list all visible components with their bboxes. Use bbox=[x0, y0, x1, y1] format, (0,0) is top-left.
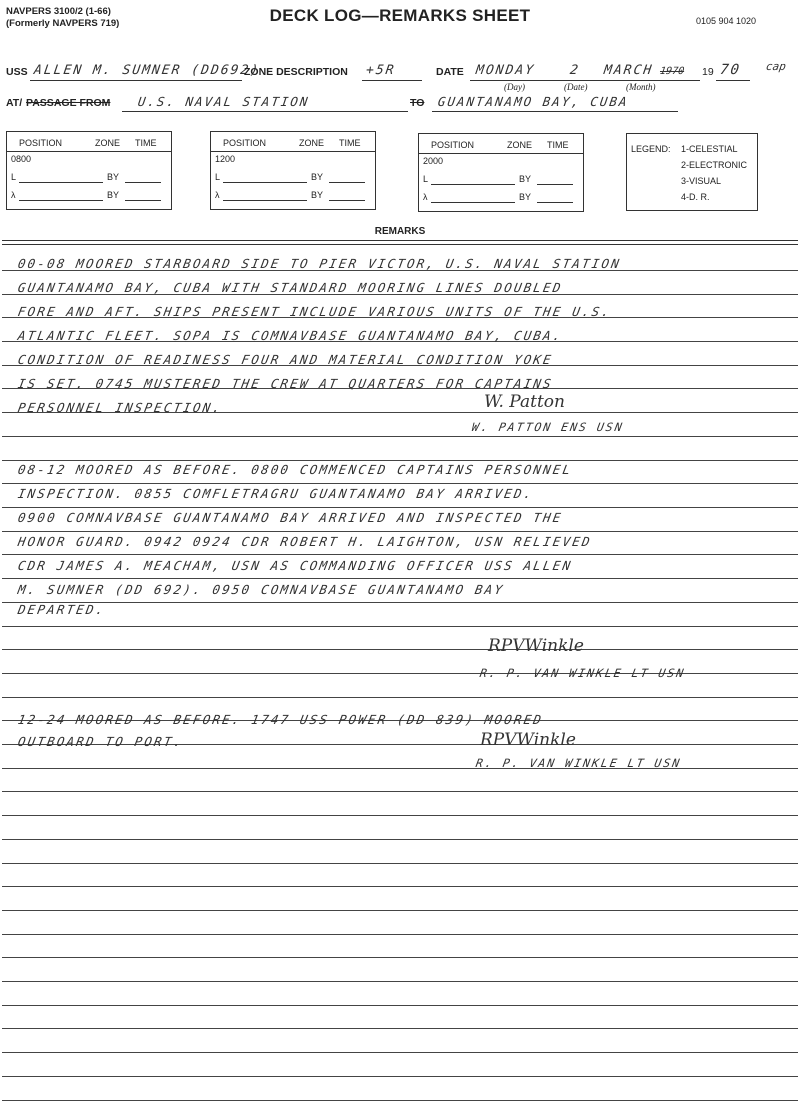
ruled-line bbox=[2, 578, 798, 579]
ruled-line bbox=[2, 697, 798, 698]
zone-label: ZONE DESCRIPTION bbox=[244, 66, 348, 78]
position-header: POSITION bbox=[431, 140, 475, 150]
ruled-line bbox=[2, 815, 798, 816]
signature: RPVWinkle bbox=[480, 730, 576, 750]
ruled-line bbox=[2, 1100, 798, 1101]
ruled-line bbox=[2, 886, 798, 887]
year-underline bbox=[716, 80, 750, 81]
remark-line: DEPARTED. bbox=[16, 602, 107, 617]
ruled-line bbox=[2, 649, 798, 650]
ruled-line bbox=[2, 602, 798, 603]
ruled-line bbox=[2, 1076, 798, 1077]
year-struck: 1970 bbox=[659, 66, 685, 77]
by-label: BY bbox=[519, 192, 532, 202]
remark-line: INSPECTION. 0855 COMFLETRAGRU GUANTANAMO BAY ARRIVED. bbox=[16, 486, 535, 501]
remark-line: 0900 COMNAVBASE GUANTANAMO BAY ARRIVED AND INSPECTED THE bbox=[16, 510, 564, 525]
remark-line: ATLANTIC FLEET. SOPA IS COMNAVBASE GUANTANAMO BAY, CUBA. bbox=[16, 328, 564, 343]
to-underline bbox=[432, 111, 678, 112]
legend-item: 3-VISUAL bbox=[681, 176, 722, 186]
uss-underline bbox=[30, 80, 242, 81]
ruled-line bbox=[2, 791, 798, 792]
lon-label: λ bbox=[423, 192, 428, 202]
signature: W. Patton bbox=[484, 392, 565, 412]
remark-line: PERSONNEL INSPECTION. bbox=[16, 400, 224, 415]
legend-item: 1-CELESTIAL bbox=[681, 144, 738, 154]
year-value: 70 bbox=[718, 62, 742, 78]
legend-title: LEGEND: bbox=[631, 144, 671, 154]
uss-label: USS bbox=[6, 66, 28, 78]
ruled-line bbox=[2, 554, 798, 555]
lon-label: λ bbox=[215, 190, 220, 200]
ruled-line bbox=[2, 1005, 798, 1006]
ruled-line bbox=[2, 483, 798, 484]
ruled-line bbox=[2, 1028, 798, 1029]
zone-header: ZONE bbox=[299, 138, 325, 148]
box-time: 2000 bbox=[423, 156, 444, 166]
remark-line: OUTBOARD TO PORT. bbox=[16, 734, 185, 749]
to-value: GUANTANAMO BAY, CUBA bbox=[436, 94, 630, 109]
signature: RPVWinkle bbox=[488, 636, 584, 656]
ruled-line bbox=[2, 531, 798, 532]
signer-name: R. P. VAN WINKLE LT USN bbox=[474, 756, 683, 770]
page-title: DECK LOG—REMARKS SHEET bbox=[269, 6, 531, 25]
from-underline bbox=[122, 111, 408, 112]
lat-label: L bbox=[215, 172, 221, 182]
uss-value: ALLEN M. SUMNER (DD692) bbox=[32, 63, 262, 78]
ruled-line bbox=[2, 626, 798, 627]
remark-line: 08-12 MOORED AS BEFORE. 0800 COMMENCED CAPTAINS PERSONNEL bbox=[16, 462, 574, 477]
lat-label: L bbox=[423, 174, 429, 184]
form-number: 0105 904 1020 bbox=[695, 16, 756, 26]
remark-line: CONDITION OF READINESS FOUR AND MATERIAL CONDITION YOKE bbox=[16, 352, 555, 367]
ruled-line bbox=[2, 981, 798, 982]
signer-name: W. PATTON ENS USN bbox=[470, 420, 625, 434]
ruled-line bbox=[2, 460, 798, 461]
passage-label: PASSAGE FROM bbox=[26, 97, 111, 109]
zone-underline bbox=[362, 80, 422, 81]
box-time: 1200 bbox=[215, 154, 236, 164]
by-label: BY bbox=[311, 172, 324, 182]
ruled-line bbox=[2, 957, 798, 958]
ruled-line bbox=[2, 1052, 798, 1053]
remark-line: IS SET. 0745 MUSTERED THE CREW AT QUARTERS FOR CAPTAINS bbox=[16, 376, 555, 391]
ruled-line bbox=[2, 507, 798, 508]
lat-label: L bbox=[11, 172, 17, 182]
remark-line: GUANTANAMO BAY, CUBA WITH STANDARD MOORING LINES DOUBLED bbox=[16, 280, 564, 295]
position-box-1200 bbox=[210, 131, 376, 210]
zone-value: +5R bbox=[364, 63, 397, 78]
position-header: POSITION bbox=[19, 138, 63, 148]
time-header: TIME bbox=[135, 138, 157, 148]
remark-line: 12-24 MOORED AS BEFORE. 1747 USS POWER (DD 839) MOORED bbox=[16, 712, 545, 727]
time-header: TIME bbox=[339, 138, 361, 148]
at-label: AT/ bbox=[6, 97, 23, 109]
position-box-2000 bbox=[418, 133, 584, 212]
ruled-line bbox=[2, 839, 798, 840]
remark-line: HONOR GUARD. 0942 0924 CDR ROBERT H. LAIGHTON, USN RELIEVED bbox=[16, 534, 594, 549]
date-value: 2 bbox=[568, 63, 581, 78]
day-caption: (Day) bbox=[504, 82, 525, 92]
ruled-line bbox=[2, 934, 798, 935]
time-header: TIME bbox=[547, 140, 569, 150]
by-label: BY bbox=[311, 190, 324, 200]
box-time: 0800 bbox=[11, 154, 32, 164]
date-caption: (Date) bbox=[564, 82, 588, 92]
legend-item: 2-ELECTRONIC bbox=[681, 160, 748, 170]
remarks-header: REMARKS bbox=[374, 226, 426, 237]
by-label: BY bbox=[519, 174, 532, 184]
day-value: MONDAY bbox=[474, 63, 537, 78]
month-value: MARCH bbox=[602, 63, 655, 78]
remark-line: 00-08 MOORED STARBOARD SIDE TO PIER VICTOR, U.S. NAVAL STATION bbox=[16, 256, 623, 271]
ruled-line bbox=[2, 436, 798, 437]
remarks-double-rule bbox=[2, 240, 798, 245]
position-header: POSITION bbox=[223, 138, 267, 148]
form-id-line2: (Formerly NAVPERS 719) bbox=[6, 18, 120, 29]
form-id-line1: NAVPERS 3100/2 (1-66) bbox=[6, 6, 111, 17]
ruled-line bbox=[2, 863, 798, 864]
zone-header: ZONE bbox=[507, 140, 533, 150]
legend-item: 4-D. R. bbox=[681, 192, 710, 202]
date-underline bbox=[470, 80, 700, 81]
from-value: U.S. NAVAL STATION bbox=[136, 94, 311, 109]
ruled-line bbox=[2, 910, 798, 911]
by-label: BY bbox=[107, 172, 120, 182]
date-label: DATE bbox=[436, 66, 464, 78]
corner-note: cap bbox=[765, 60, 787, 73]
remark-line: CDR JAMES A. MEACHAM, USN AS COMMANDING OFFICER USS ALLEN bbox=[16, 558, 574, 573]
legend-box bbox=[626, 133, 758, 211]
by-label: BY bbox=[107, 190, 120, 200]
month-caption: (Month) bbox=[626, 82, 656, 92]
lon-label: λ bbox=[11, 190, 16, 200]
year-prefix: 19 bbox=[702, 66, 714, 78]
zone-header: ZONE bbox=[95, 138, 121, 148]
to-label: TO bbox=[410, 97, 425, 109]
remark-line: M. SUMNER (DD 692). 0950 COMNAVBASE GUANTANAMO BAY bbox=[16, 582, 506, 597]
position-box-0800 bbox=[6, 131, 172, 210]
remark-line: FORE AND AFT. SHIPS PRESENT INCLUDE VARIOUS UNITS OF THE U.S. bbox=[16, 304, 613, 319]
signer-name: R. P. VAN WINKLE LT USN bbox=[478, 666, 687, 680]
